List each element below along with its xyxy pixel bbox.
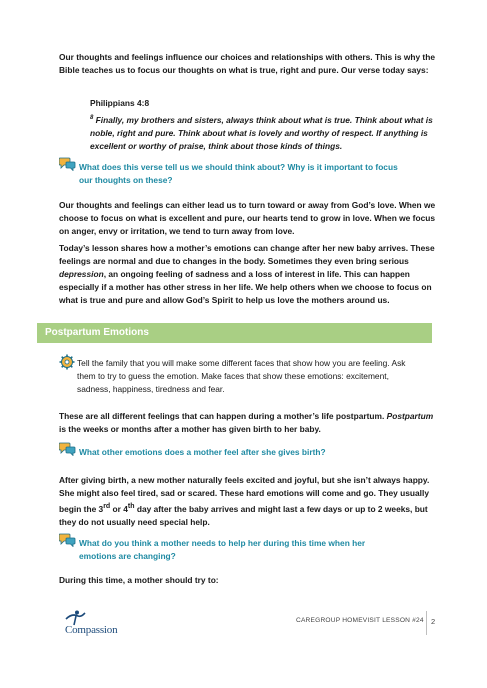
discussion-icon — [59, 157, 76, 171]
paragraph-after-birth: After giving birth, a new mother naturally feels excited and joyful, but she isn’t always happy. She might also feel tired, sad or scared. These hard emotions will come and go. They usually begin the 3rd or 4th day after the baby arrives and might last a few days or up to 2 weeks, but they do not usually need special help. — [59, 475, 430, 527]
section-heading-postpartum-emotions: Postpartum Emotions — [37, 323, 432, 343]
page-number: 2 — [431, 617, 436, 626]
paragraph-during-this-time: During this time, a mother should try to: — [59, 575, 219, 585]
footer-lesson-label: CAREGROUP HOMEVISIT LESSON #24 — [296, 617, 424, 624]
compassion-logo — [57, 610, 127, 640]
paragraph-todays-lesson: Today’s lesson shares how a mother’s emotions can change after her new baby arrives. These feelings are normal and due to changes in the body. Sometimes they even bring serious depression, an ongoing feeling of sadness and a loss of interest in life. This can happen especially if a mother has other stress in her life. We help others when we choose to focus on what is true and pure and allow God’s Spirit to help us love the mothers around us. — [59, 243, 435, 305]
paragraph-thoughts-feelings: Our thoughts and feelings can either lead us to turn toward or away from God’s love. When we choose to focus on what is excellent and pure, our hearts tend to grow in love. When we focus on anger, envy or irritation, we tend to turn away from love. — [59, 200, 436, 236]
verse-text — [90, 112, 435, 153]
discussion-question-3: What do you think a mother needs to help her during this time when her emotions are changing? — [79, 538, 366, 561]
discussion-question-1: What does this verse tell us we should think about? Why is it important to focus our thoughts on these? — [79, 162, 398, 185]
verse-body: Finally, my brothers and sisters, always think about what is true. Think about what is noble, right and pure. Think about what is lovely and worthy of respect. If anything is excellent or worthy of praise, think about those kinds of things. — [90, 114, 433, 151]
verse-reference: Philippians 4:8 — [90, 98, 150, 108]
term-depression: depression — [59, 269, 104, 279]
discussion-question-2: What other emotions does a mother feel after she gives birth? — [79, 447, 326, 457]
discussion-icon — [59, 533, 76, 547]
activity-gear-icon — [59, 354, 75, 370]
term-postpartum: Postpartum — [386, 411, 434, 421]
activity-instructions: Tell the family that you will make some different faces that show how you are feeling. Ask them to try to guess the emotion. Make faces that show these emotions: excitement, sadness, happiness, tiredness and fear. — [77, 358, 406, 394]
verse-number: 8 — [90, 115, 94, 121]
intro-paragraph: Our thoughts and feelings influence our choices and relationships with others. This is why the Bible teaches us to focus our thoughts on what is true, right and pure. Our verse today says: — [59, 52, 435, 75]
footer-divider — [426, 611, 427, 635]
compassion-logo-text: Compassion — [65, 624, 118, 636]
discussion-icon — [59, 442, 76, 456]
paragraph-postpartum-definition: These are all different feelings that can happen during a mother’s life postpartum. Postpartum is the weeks or months after a mother has given birth to her baby. — [59, 411, 434, 434]
